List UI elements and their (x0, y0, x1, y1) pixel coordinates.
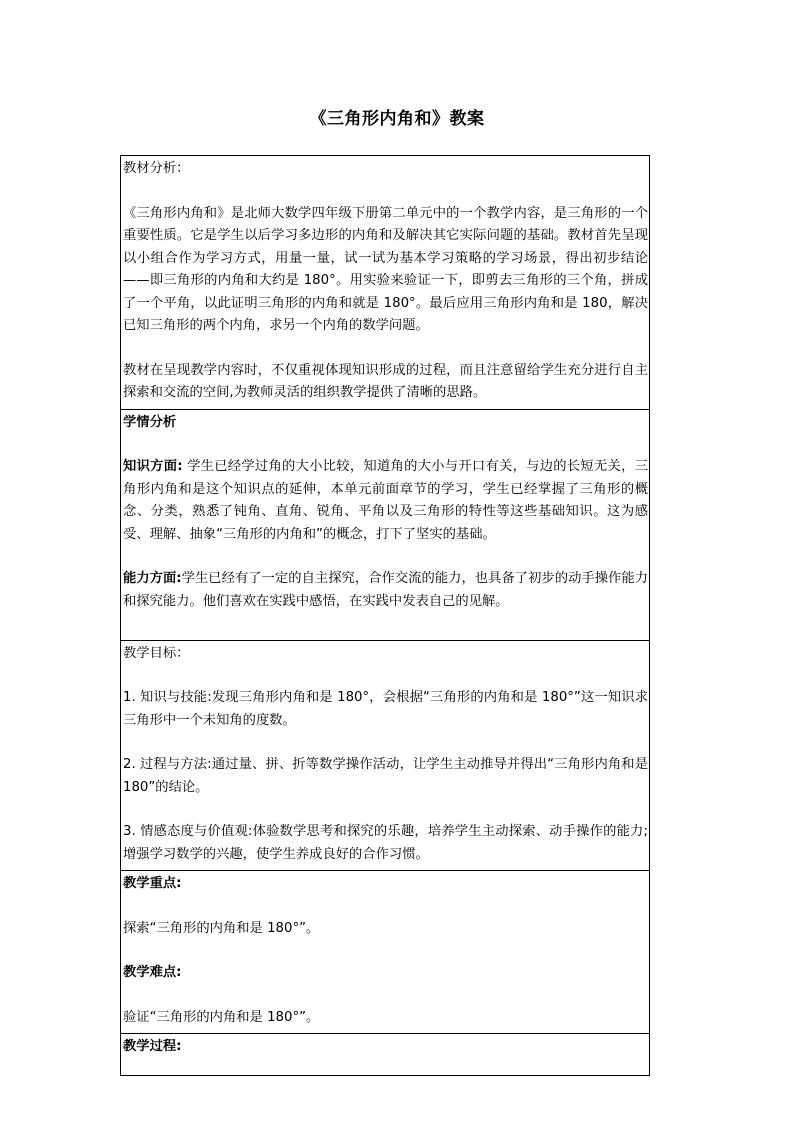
material-paragraph-2: 教材在呈现教学内容时，不仅重视体现知识形成的过程，而且注意留给学生充分进行自主探索和交流的空间,为教师灵活的组织教学提供了清晰的思路。 (123, 362, 648, 400)
knowledge-label: 知识方面: (123, 459, 183, 474)
ability-label: 能力方面: (123, 571, 182, 586)
lesson-plan-table (120, 155, 650, 1076)
goal-item-2: 2. 过程与方法:通过量、拼、折等数学操作活动，让学生主动推导并得出“三角形内角和是 180”的结论。 (123, 757, 648, 795)
material-analysis-heading: 教材分析： (123, 161, 190, 176)
ability-text: 学生已经有了一定的自主探究，合作交流的能力，也具备了初步的动手操作能力和探究能力。他们喜欢在实践中感悟，在实践中发表自己的见解。 (123, 571, 648, 609)
difficulty-text: 验证“三角形的内角和是 180°”。 (123, 1009, 320, 1025)
ability-paragraph (123, 568, 648, 613)
knowledge-paragraph (123, 456, 648, 546)
difficulty-heading: 教学难点: (123, 965, 182, 980)
table-row-material (121, 156, 650, 410)
goal-item-1: 1. 知识与技能:发现三角形内角和是 180°，会根据“三角形的内角和是 180°”这一知识求三角形中一个未知角的度数。 (123, 690, 648, 728)
teaching-process-cell (121, 1034, 650, 1076)
learner-analysis-cell (121, 409, 650, 640)
table-row-goals (121, 640, 650, 871)
table-row-process (121, 1034, 650, 1076)
key-points-heading: 教学重点: (123, 876, 182, 891)
goal-item-3: 3. 情感态度与价值观:体验数学思考和探究的乐趣，培养学生主动探索、动手操作的能力;增强学习数学的兴趣，使学生养成良好的合作习惯。 (123, 824, 648, 862)
material-analysis-cell (121, 156, 650, 410)
knowledge-text: 学生已经学过角的大小比较，知道角的大小与开口有关，与边的长短无关，三角形内角和是这个知识点的延伸，本单元前面章节的学习，学生已经掌握了三角形的概念、分类，熟悉了钝角、直角、锐角、平角以及三角形的特性等这些基础知识。这为感受、理解、抽象“三角形的内角和”的概念，打下了坚实的基础。 (123, 459, 648, 542)
document-title: 《三角形内角和》教案 (309, 109, 485, 129)
teaching-goals-cell (121, 640, 650, 871)
teaching-goals-heading: 教学目标： (123, 645, 190, 661)
teaching-process-heading: 教学过程: (123, 1039, 182, 1054)
learner-analysis-heading: 学情分析 (123, 414, 177, 430)
table-row-key-points (121, 871, 650, 1034)
key-points-cell (121, 871, 650, 1034)
material-paragraph-1: 《三角形内角和》是北师大数学四年级下册第二单元中的一个教学内容，是三角形的一个重要性质。它是学生以后学习多边形的内角和及解决其它实际问题的基础。教材首先呈现以小组合作为学习方式，用量一量，试一试为基本学习策略的学习场景，得出初步结论——即三角形的内角和大约是 180°。用实验来验证一下，即剪去三角形的三个角，拼成了一个平角，以此证明三角形的内角和就是 180°。最后应用三角形内角和是 180，解决已知三角形的两个内角，求另一个内角的数学问题。 (123, 205, 648, 333)
key-points-text: 探索“三角形的内角和是 180°”。 (123, 920, 320, 936)
table-row-learner (121, 409, 650, 640)
